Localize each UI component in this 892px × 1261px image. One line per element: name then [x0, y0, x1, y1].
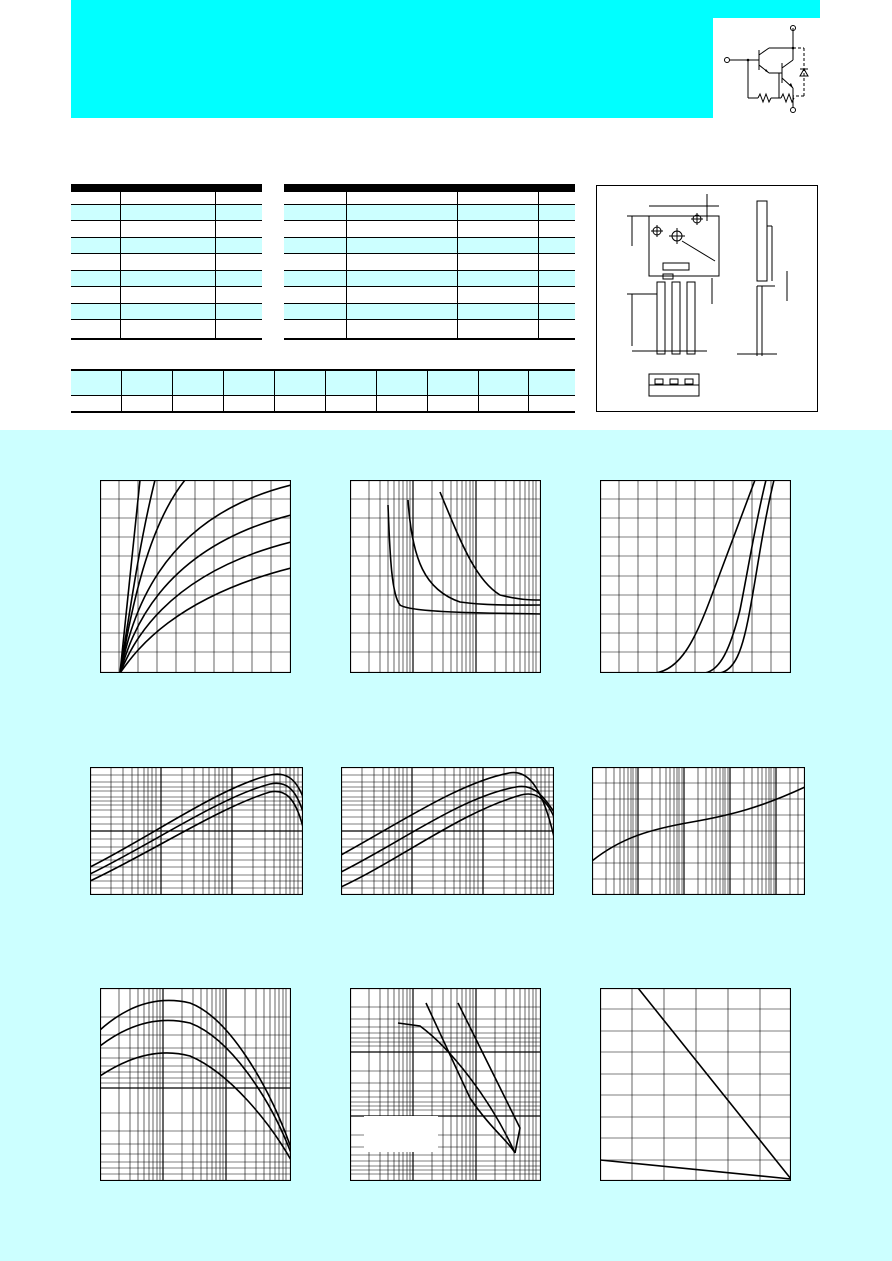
- to3p-package-outline-icon: [596, 185, 818, 412]
- hfe-ic-curves-b: [341, 767, 554, 895]
- header-band: [71, 0, 820, 118]
- darlington-transistor-icon: [713, 18, 820, 118]
- hfe-classification-table: [71, 369, 575, 413]
- ft-ic-curves: [100, 988, 291, 1181]
- power-derating: [600, 988, 791, 1181]
- thermal-resistance-curve: [592, 767, 805, 895]
- hfe-ic-curves-a: [90, 767, 303, 895]
- vce-sat-curves: [350, 480, 541, 673]
- safe-operating-area: [350, 988, 541, 1181]
- ic-vbe-curves: [600, 480, 791, 673]
- absolute-ratings-table: [71, 184, 262, 340]
- electrical-characteristics-table: [284, 184, 575, 340]
- ic-vce-curves: [100, 480, 291, 673]
